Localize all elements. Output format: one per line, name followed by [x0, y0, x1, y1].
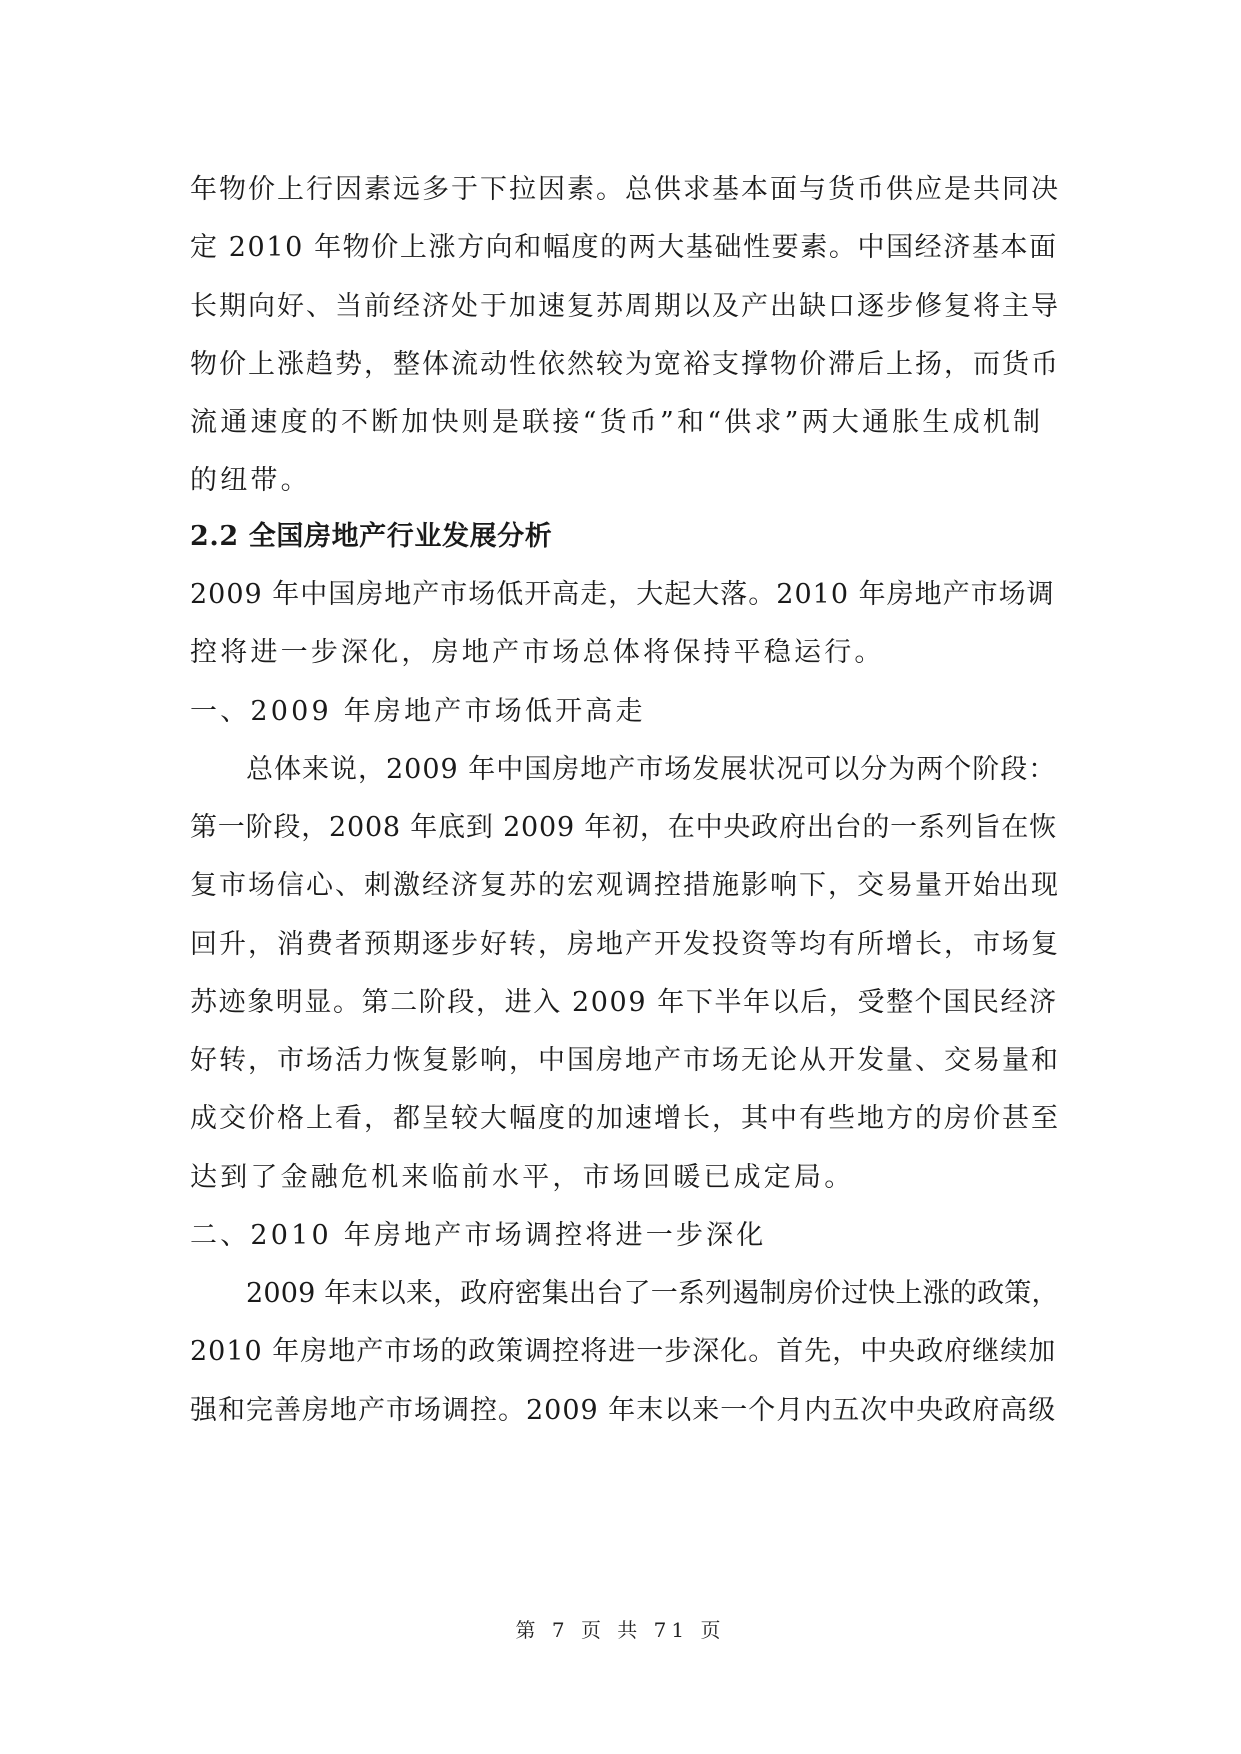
- paragraph-line: 强和完善房地产市场调控。2009 年末以来一个月内五次中央政府高级: [190, 1395, 1057, 1426]
- paragraph-line: 总体来说，2009 年中国房地产市场发展状况可以分为两个阶段：: [246, 754, 1057, 785]
- body-line: 年物价上行因素远多于下拉因素。总供求基本面与货币供应是共同决: [190, 174, 1060, 205]
- paragraph-line: 第一阶段，2008 年底到 2009 年初，在中央政府出台的一系列旨在恢: [190, 812, 1057, 843]
- body-line: 定 2010 年物价上涨方向和幅度的两大基础性要素。中国经济基本面: [190, 232, 1058, 263]
- page-footer: 第 7 页 共 71 页: [515, 1618, 726, 1642]
- subheading-1: 一、2009 年房地产市场低开高走: [190, 696, 646, 727]
- section-heading: 2.2 全国房地产行业发展分析: [190, 521, 553, 552]
- paragraph-line: 2010 年房地产市场的政策调控将进一步深化。首先，中央政府继续加: [190, 1336, 1057, 1367]
- paragraph-line: 回升，消费者预期逐步好转，房地产开发投资等均有所增长，市场复: [190, 929, 1060, 960]
- body-line: 物价上涨趋势，整体流动性依然较为宽裕支撑物价滞后上扬，而货币: [190, 349, 1060, 380]
- paragraph-line: 达到了金融危机来临前水平，市场回暖已成定局。: [190, 1162, 855, 1193]
- body-line: 长期向好、当前经济处于加速复苏周期以及产出缺口逐步修复将主导: [190, 291, 1060, 322]
- paragraph-line: 好转，市场活力恢复影响，中国房地产市场无论从开发量、交易量和: [190, 1045, 1060, 1076]
- body-line: 流通速度的不断加快则是联接“货币”和“供求”两大通胀生成机制: [190, 407, 1044, 438]
- paragraph-line: 复市场信心、刺激经济复苏的宏观调控措施影响下，交易量开始出现: [190, 870, 1060, 901]
- intro-line: 控将进一步深化，房地产市场总体将保持平稳运行。: [190, 637, 885, 668]
- paragraph-line: 2009 年末以来，政府密集出台了一系列遏制房价过快上涨的政策，: [246, 1278, 1059, 1309]
- body-line: 的纽带。: [190, 465, 311, 496]
- paragraph-line: 成交价格上看，都呈较大幅度的加速增长，其中有些地方的房价甚至: [190, 1103, 1060, 1134]
- subheading-2: 二、2010 年房地产市场调控将进一步深化: [190, 1220, 767, 1251]
- paragraph-line: 苏迹象明显。第二阶段，进入 2009 年下半年以后，受整个国民经济: [190, 987, 1058, 1018]
- intro-line: 2009 年中国房地产市场低开高走，大起大落。2010 年房地产市场调: [190, 579, 1055, 610]
